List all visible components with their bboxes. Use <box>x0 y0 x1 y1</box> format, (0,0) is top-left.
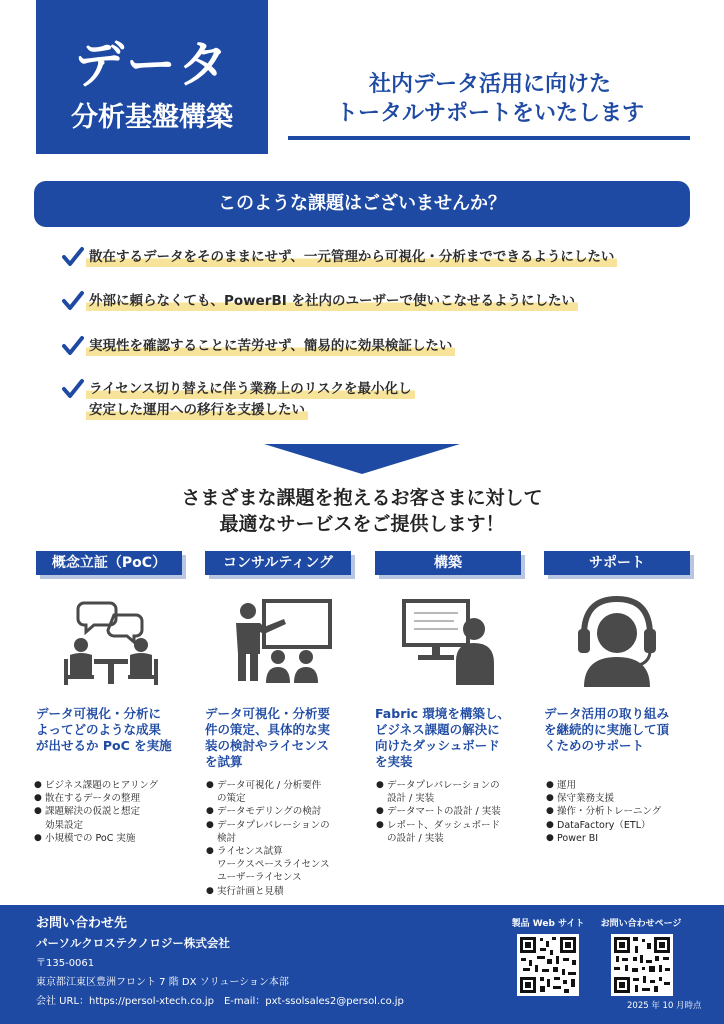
qr-code-inquiry[interactable] <box>611 934 673 996</box>
checkmark-icon <box>62 378 84 400</box>
tagline-line1: 社内データ活用に向けた <box>368 72 611 97</box>
title-main: データ <box>74 36 230 94</box>
company-name: パーソルクロステクノロジー株式会社 <box>36 936 230 950</box>
service-desc-build: Fabric 環境を構築し、 ビジネス課題の解決に 向けたダッシュボード を実装 <box>375 706 510 769</box>
tagline-line2: トータルサポートをいたします <box>335 101 644 126</box>
list-item: ● データモデリングの検討 <box>208 805 378 818</box>
qr-label-inquiry: お問い合わせページ <box>600 919 682 929</box>
meeting-icon <box>56 595 166 690</box>
service-list-consulting <box>208 779 378 898</box>
checkmark-icon <box>62 246 84 268</box>
list-item: ● 保守業務支援 <box>548 792 718 805</box>
list-item: ● Power BI <box>548 832 718 845</box>
contact-heading: お問い合わせ先 <box>36 916 128 931</box>
service-label-consulting: コンサルティング <box>205 551 351 575</box>
title-sub: 分析基盤構築 <box>71 102 233 133</box>
address: 東京都江東区豊洲フロント 7 階 DX ソリューション本部 <box>36 977 289 988</box>
service-label-build: 構築 <box>375 551 521 575</box>
service-desc-poc: データ可視化・分析に よってどのような成果 が出せるか PoC を実施 <box>36 706 172 753</box>
issue-text: 外部に頼らなくても、PowerBI を社内のユーザーで使いこなせるようにしたい <box>86 291 578 311</box>
list-item: ● データ可視化 / 分析要件 の策定 <box>208 779 378 805</box>
service-list-build <box>378 779 548 845</box>
contact-footer <box>0 905 724 1024</box>
title-box <box>36 0 268 154</box>
list-item: ● 実行計画と見積 <box>208 885 378 898</box>
list-item: ● データプレパレーションの 検討 <box>208 819 378 845</box>
list-item: ● レポート、ダッシュボード の設計 / 実装 <box>378 819 548 845</box>
postal-code: 〒135-0061 <box>36 958 95 969</box>
issue-text: 実現性を確認することに苦労せず、簡易的に効果検証したい <box>86 336 455 356</box>
list-item: ● データプレパレーションの 設計 / 実装 <box>378 779 548 805</box>
list-item: ● 課題解決の仮説と想定 効果設定 <box>36 805 206 831</box>
service-list-support <box>548 779 718 845</box>
tagline-underline <box>288 136 690 140</box>
qr-code-website[interactable] <box>517 934 579 996</box>
list-item: ● ライセンス試算 ワークスペースライセンス ユーザーライセンス <box>208 845 378 885</box>
lead-line2: 最適なサービスをご提供します！ <box>219 513 505 535</box>
list-item: ● 運用 <box>548 779 718 792</box>
contact-links[interactable]: 会社 URL：https://persol-xtech.co.jp E-mail：pxt-ssolsales2@persol.co.jp <box>36 996 404 1007</box>
tagline <box>288 70 692 128</box>
computer-user-icon <box>398 595 508 690</box>
service-list-poc <box>36 779 206 845</box>
service-label-support: サポート <box>544 551 690 575</box>
headset-icon <box>562 595 672 690</box>
list-item: ● ビジネス課題のヒアリング <box>36 779 206 792</box>
issue-text: ライセンス切り替えに伴う業務上のリスクを最小化し <box>86 379 415 399</box>
service-label-poc: 概念立証（PoC） <box>36 551 182 575</box>
lead-text <box>0 485 724 537</box>
service-desc-consulting: データ可視化・分析要 件の策定、具体的な実 装の検討やライセンス を試算 <box>205 706 331 769</box>
issues-heading: このような課題はございませんか？ <box>34 181 690 227</box>
qr-label-website: 製品 Web サイト <box>511 919 585 929</box>
checkmark-icon <box>62 290 84 312</box>
service-desc-support: データ活用の取り組み を継続的に実施して頂 くためのサポート <box>544 706 670 753</box>
presentation-icon <box>226 595 336 690</box>
list-item: ● 操作・分析トレーニング <box>548 805 718 818</box>
list-item: ● DataFactory（ETL） <box>548 819 718 832</box>
issue-text: 散在するデータをそのままにせず、一元管理から可視化・分析までできるようにしたい <box>86 247 617 267</box>
list-item: ● 散在するデータの整理 <box>36 792 206 805</box>
down-arrow-icon <box>264 444 460 474</box>
issue-text: 安定した運用への移行を支援したい <box>86 400 308 420</box>
checkmark-icon <box>62 335 84 357</box>
date-note: 2025 年 10 月時点 <box>627 1001 702 1011</box>
lead-line1: さまざまな課題を抱えるお客さまに対して <box>181 487 543 509</box>
list-item: ● データマートの設計 / 実装 <box>378 805 548 818</box>
list-item: ● 小規模での PoC 実施 <box>36 832 206 845</box>
